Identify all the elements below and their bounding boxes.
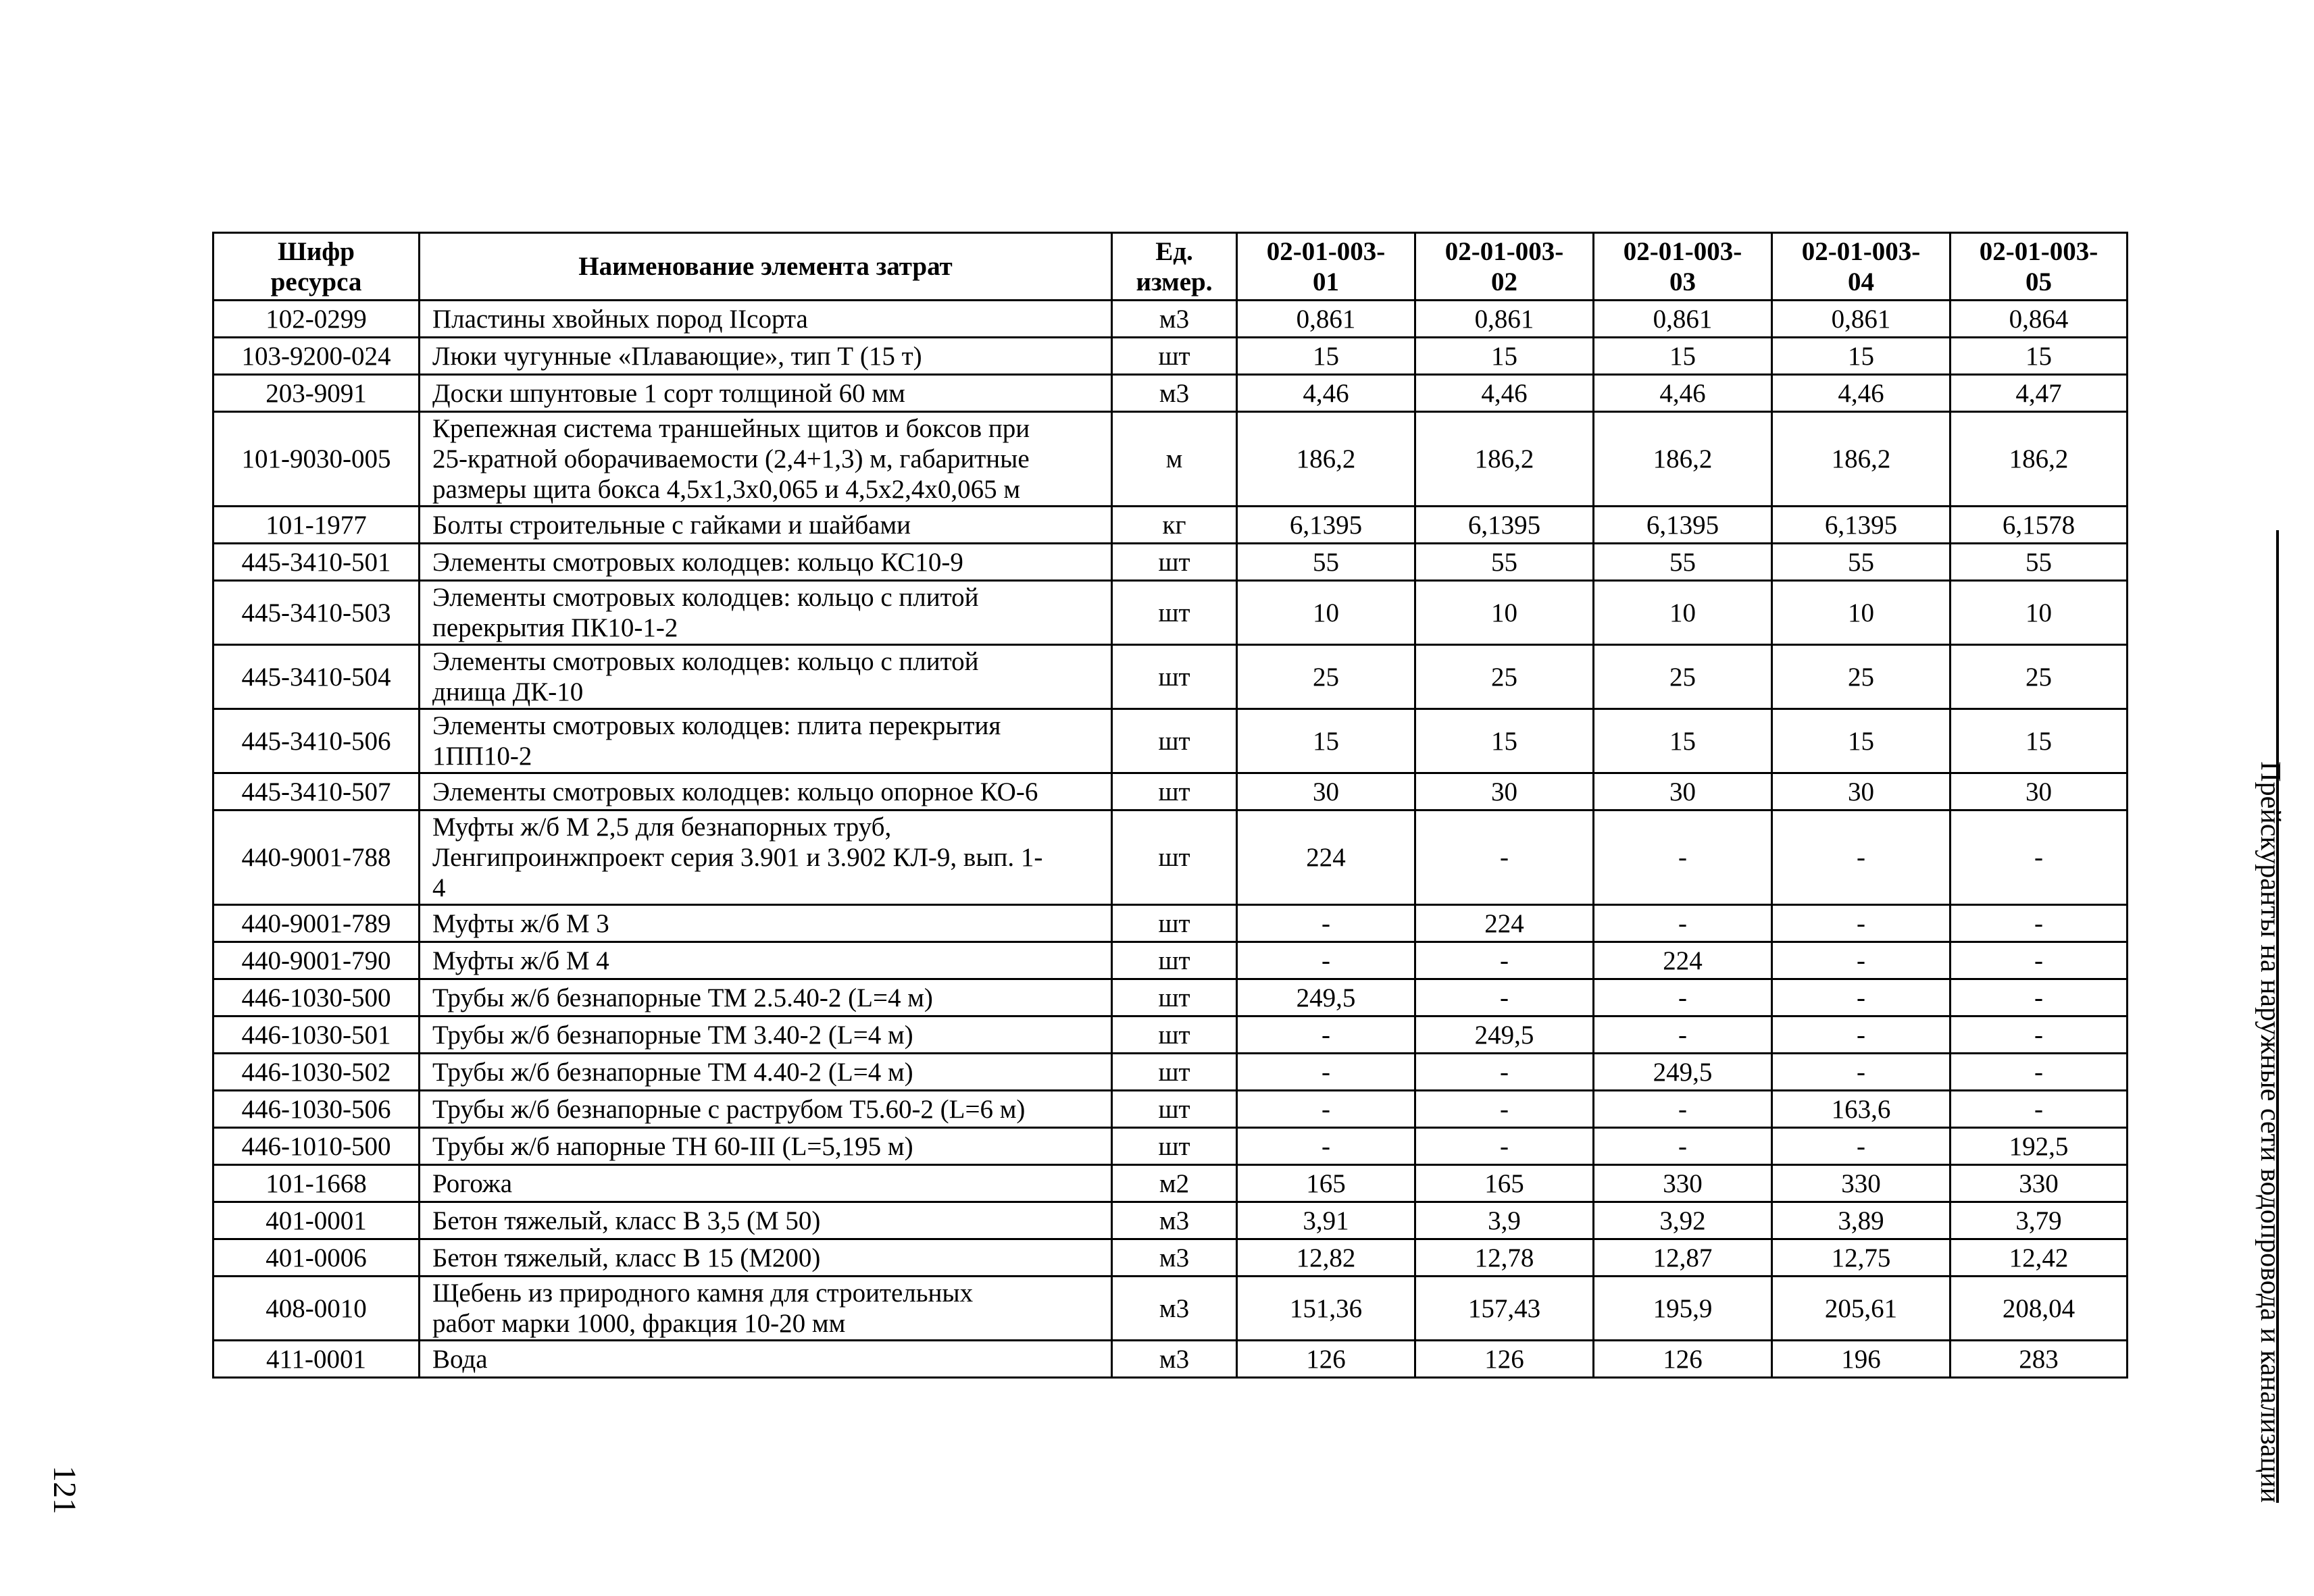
- unit: м3: [1112, 1202, 1237, 1239]
- header-col-line: 02: [1491, 267, 1517, 297]
- value-cell-3: 4,46: [1594, 375, 1772, 412]
- value-cell-4: -: [1772, 1054, 1951, 1091]
- resource-code: 446-1030-502: [213, 1054, 420, 1091]
- resource-name-line: Элементы смотровых колодцев: плита перекрытия: [432, 711, 1001, 740]
- resource-name-line: Щебень из природного камня для строительных: [432, 1279, 974, 1308]
- value-cell-4: 15: [1772, 709, 1951, 773]
- resource-name-line: Муфты ж/б М 4: [432, 946, 609, 975]
- header-row: [213, 233, 2128, 301]
- value-cell-1: 186,2: [1237, 412, 1415, 507]
- value-cell-5: -: [1951, 1091, 2128, 1128]
- price-table: [212, 232, 2128, 1379]
- unit: шт: [1112, 709, 1237, 773]
- value-cell-1: 15: [1237, 709, 1415, 773]
- value-cell-2: -: [1415, 810, 1594, 905]
- value-cell-3: -: [1594, 1016, 1772, 1054]
- resource-code: 446-1030-500: [213, 979, 420, 1016]
- resource-name-line: Элементы смотровых колодцев: кольцо КС10-9: [432, 547, 963, 577]
- resource-code: 445-3410-504: [213, 645, 420, 709]
- value-cell-3: 249,5: [1594, 1054, 1772, 1091]
- value-cell-1: 30: [1237, 773, 1415, 810]
- value-cell-2: 55: [1415, 544, 1594, 581]
- value-cell-3: 0,861: [1594, 301, 1772, 338]
- value-cell-3: 6,1395: [1594, 507, 1772, 544]
- value-cell-3: -: [1594, 810, 1772, 905]
- resource-name-line: размеры щита бокса 4,5х1,3х0,065 и 4,5х2,4х0,065 м: [432, 475, 1021, 504]
- resource-code: 446-1030-501: [213, 1016, 420, 1054]
- resource-name-line: 25-кратной оборачиваемости (2,4+1,3) м, габаритные: [432, 444, 1030, 473]
- unit: шт: [1112, 942, 1237, 979]
- value-cell-3: 25: [1594, 645, 1772, 709]
- value-cell-4: 10: [1772, 581, 1951, 645]
- resource-name: [420, 979, 1112, 1016]
- header-col-4: [1772, 233, 1951, 301]
- value-cell-1: 165: [1237, 1165, 1415, 1202]
- value-cell-3: 15: [1594, 338, 1772, 375]
- resource-name: [420, 375, 1112, 412]
- value-cell-5: 3,79: [1951, 1202, 2128, 1239]
- table-row: [213, 338, 2128, 375]
- value-cell-1: 55: [1237, 544, 1415, 581]
- value-cell-2: 186,2: [1415, 412, 1594, 507]
- table-row: [213, 1091, 2128, 1128]
- value-cell-4: 0,861: [1772, 301, 1951, 338]
- header-col-line: 02-01-003-: [1979, 236, 2098, 266]
- unit: шт: [1112, 773, 1237, 810]
- resource-code: 101-1668: [213, 1165, 420, 1202]
- value-cell-3: 195,9: [1594, 1277, 1772, 1341]
- resource-code: 445-3410-507: [213, 773, 420, 810]
- resource-name-line: Пластины хвойных пород IIсорта: [432, 304, 808, 334]
- value-cell-1: 0,861: [1237, 301, 1415, 338]
- value-cell-2: 0,861: [1415, 301, 1594, 338]
- value-cell-5: 4,47: [1951, 375, 2128, 412]
- table-row: [213, 942, 2128, 979]
- value-cell-5: -: [1951, 810, 2128, 905]
- header-code: [213, 233, 420, 301]
- header-col-line: 02-01-003-: [1444, 236, 1564, 266]
- value-cell-1: 25: [1237, 645, 1415, 709]
- resource-name: [420, 338, 1112, 375]
- resource-name-line: Муфты ж/б М 2,5 для безнапорных труб,: [432, 813, 892, 842]
- resource-name-line: Ленгипроинжпроект серия 3.901 и 3.902 КЛ-9, вып. 1-: [432, 843, 1043, 872]
- resource-name-line: Рогожа: [432, 1168, 513, 1198]
- table-row: [213, 581, 2128, 645]
- unit: м2: [1112, 1165, 1237, 1202]
- resource-name: [420, 1202, 1112, 1239]
- resource-code: 102-0299: [213, 301, 420, 338]
- header-unit-line: измер.: [1136, 267, 1213, 297]
- value-cell-4: -: [1772, 979, 1951, 1016]
- unit: м3: [1112, 375, 1237, 412]
- resource-name-line: Бетон тяжелый, класс В 3,5 (М 50): [432, 1206, 821, 1235]
- resource-code: 103-9200-024: [213, 338, 420, 375]
- value-cell-4: 196: [1772, 1341, 1951, 1378]
- value-cell-3: 55: [1594, 544, 1772, 581]
- value-cell-5: 208,04: [1951, 1277, 2128, 1341]
- resource-code: 440-9001-790: [213, 942, 420, 979]
- value-cell-2: 126: [1415, 1341, 1594, 1378]
- header-col-3: [1594, 233, 1772, 301]
- value-cell-4: 3,89: [1772, 1202, 1951, 1239]
- resource-name: [420, 810, 1112, 905]
- value-cell-4: 15: [1772, 338, 1951, 375]
- table-row: [213, 507, 2128, 544]
- value-cell-2: 3,9: [1415, 1202, 1594, 1239]
- value-cell-3: 12,87: [1594, 1239, 1772, 1277]
- value-cell-2: 4,46: [1415, 375, 1594, 412]
- unit: шт: [1112, 544, 1237, 581]
- unit: шт: [1112, 581, 1237, 645]
- resource-code: 446-1030-506: [213, 1091, 420, 1128]
- resource-name-line: Муфты ж/б М 3: [432, 908, 609, 938]
- header-col-line: 02-01-003-: [1266, 236, 1386, 266]
- side-title-rule: [2253, 530, 2286, 1503]
- table-row: [213, 773, 2128, 810]
- value-cell-4: 163,6: [1772, 1091, 1951, 1128]
- resource-name-line: Трубы ж/б безнапорные ТМ 2.5.40-2 (L=4 м): [432, 983, 933, 1012]
- resource-name: [420, 412, 1112, 507]
- header-code-line: Шифр: [278, 236, 355, 266]
- resource-name-line: Доски шпунтовые 1 сорт толщиной 60 мм: [432, 378, 905, 408]
- unit: шт: [1112, 810, 1237, 905]
- header-name: Наименование элемента затрат: [420, 233, 1112, 301]
- resource-name-line: 1ПП10-2: [432, 742, 532, 771]
- value-cell-4: -: [1772, 810, 1951, 905]
- value-cell-5: 192,5: [1951, 1128, 2128, 1165]
- header-col-5: [1951, 233, 2128, 301]
- value-cell-2: 25: [1415, 645, 1594, 709]
- resource-name: [420, 773, 1112, 810]
- resource-name: [420, 1054, 1112, 1091]
- table-row: [213, 301, 2128, 338]
- resource-name-line: Трубы ж/б безнапорные ТМ 3.40-2 (L=4 м): [432, 1020, 913, 1050]
- resource-name-line: Элементы смотровых колодцев: кольцо с плитой: [432, 647, 979, 676]
- value-cell-3: 126: [1594, 1341, 1772, 1378]
- value-cell-4: 55: [1772, 544, 1951, 581]
- unit: кг: [1112, 507, 1237, 544]
- resource-name-line: 4: [432, 873, 446, 902]
- value-cell-5: 186,2: [1951, 412, 2128, 507]
- unit: шт: [1112, 905, 1237, 942]
- value-cell-2: 157,43: [1415, 1277, 1594, 1341]
- resource-name: [420, 1277, 1112, 1341]
- resource-name-line: Элементы смотровых колодцев: кольцо опорное КО-6: [432, 777, 1038, 806]
- resource-name-line: Трубы ж/б безнапорные с раструбом Т5.60-2 (L=6 м): [432, 1094, 1026, 1124]
- resource-name-line: Трубы ж/б напорные ТН 60-III (L=5,195 м): [432, 1131, 913, 1161]
- resource-name: [420, 645, 1112, 709]
- resource-code: 203-9091: [213, 375, 420, 412]
- value-cell-2: 15: [1415, 709, 1594, 773]
- value-cell-5: 25: [1951, 645, 2128, 709]
- value-cell-4: -: [1772, 942, 1951, 979]
- value-cell-3: 186,2: [1594, 412, 1772, 507]
- page-number-box: [47, 1466, 88, 1533]
- value-cell-2: -: [1415, 1091, 1594, 1128]
- table-body: [213, 301, 2128, 1378]
- header-col-1: [1237, 233, 1415, 301]
- resource-code: 401-0001: [213, 1202, 420, 1239]
- value-cell-5: 15: [1951, 709, 2128, 773]
- resource-code: 408-0010: [213, 1277, 420, 1341]
- header-code-line: ресурса: [270, 267, 362, 297]
- unit: шт: [1112, 979, 1237, 1016]
- value-cell-1: 15: [1237, 338, 1415, 375]
- table-row: [213, 709, 2128, 773]
- value-cell-1: 224: [1237, 810, 1415, 905]
- value-cell-3: 3,92: [1594, 1202, 1772, 1239]
- header-col-2: [1415, 233, 1594, 301]
- resource-name: [420, 1239, 1112, 1277]
- resource-code: 445-3410-501: [213, 544, 420, 581]
- table-row: [213, 810, 2128, 905]
- resource-name-line: Элементы смотровых колодцев: кольцо с плитой: [432, 583, 979, 612]
- value-cell-5: 330: [1951, 1165, 2128, 1202]
- value-cell-5: 0,864: [1951, 301, 2128, 338]
- unit: шт: [1112, 1128, 1237, 1165]
- value-cell-5: 12,42: [1951, 1239, 2128, 1277]
- resource-code: 411-0001: [213, 1341, 420, 1378]
- value-cell-2: 30: [1415, 773, 1594, 810]
- value-cell-5: -: [1951, 905, 2128, 942]
- value-cell-2: 249,5: [1415, 1016, 1594, 1054]
- header-col-line: 02-01-003-: [1623, 236, 1742, 266]
- value-cell-4: 330: [1772, 1165, 1951, 1202]
- value-cell-5: -: [1951, 979, 2128, 1016]
- value-cell-1: 12,82: [1237, 1239, 1415, 1277]
- value-cell-4: -: [1772, 1016, 1951, 1054]
- value-cell-1: 10: [1237, 581, 1415, 645]
- value-cell-3: 15: [1594, 709, 1772, 773]
- value-cell-1: -: [1237, 942, 1415, 979]
- resource-code: 401-0006: [213, 1239, 420, 1277]
- value-cell-5: -: [1951, 1054, 2128, 1091]
- value-cell-3: -: [1594, 1091, 1772, 1128]
- value-cell-4: 25: [1772, 645, 1951, 709]
- resource-code: 440-9001-788: [213, 810, 420, 905]
- value-cell-4: -: [1772, 905, 1951, 942]
- value-cell-4: 12,75: [1772, 1239, 1951, 1277]
- value-cell-2: -: [1415, 1054, 1594, 1091]
- table-row: [213, 1277, 2128, 1341]
- resource-name-line: Болты строительные с гайками и шайбами: [432, 510, 911, 540]
- value-cell-4: -: [1772, 1128, 1951, 1165]
- header-col-line: 02-01-003-: [1801, 236, 1921, 266]
- resource-code: 101-1977: [213, 507, 420, 544]
- value-cell-1: 126: [1237, 1341, 1415, 1378]
- value-cell-1: 249,5: [1237, 979, 1415, 1016]
- value-cell-3: -: [1594, 979, 1772, 1016]
- value-cell-2: 165: [1415, 1165, 1594, 1202]
- header-unit-line: Ед.: [1155, 236, 1193, 266]
- table-row: [213, 1165, 2128, 1202]
- value-cell-4: 205,61: [1772, 1277, 1951, 1341]
- value-cell-1: -: [1237, 905, 1415, 942]
- header-unit: [1112, 233, 1237, 301]
- resource-name: [420, 507, 1112, 544]
- value-cell-5: 30: [1951, 773, 2128, 810]
- table-row: [213, 1128, 2128, 1165]
- value-cell-5: 283: [1951, 1341, 2128, 1378]
- table-row: [213, 1202, 2128, 1239]
- unit: м3: [1112, 1341, 1237, 1378]
- page-number: 121: [47, 1466, 82, 1514]
- table-row: [213, 645, 2128, 709]
- resource-code: 446-1010-500: [213, 1128, 420, 1165]
- resource-name: [420, 942, 1112, 979]
- unit: м3: [1112, 1277, 1237, 1341]
- resource-name: [420, 709, 1112, 773]
- unit: шт: [1112, 1016, 1237, 1054]
- resource-name-line: Вода: [432, 1344, 488, 1374]
- resource-name: [420, 544, 1112, 581]
- table-row: [213, 544, 2128, 581]
- value-cell-4: 30: [1772, 773, 1951, 810]
- value-cell-2: -: [1415, 1128, 1594, 1165]
- value-cell-3: -: [1594, 1128, 1772, 1165]
- table-row: [213, 979, 2128, 1016]
- value-cell-3: 330: [1594, 1165, 1772, 1202]
- value-cell-1: -: [1237, 1054, 1415, 1091]
- unit: м3: [1112, 301, 1237, 338]
- value-cell-2: -: [1415, 942, 1594, 979]
- header-col-line: 03: [1669, 267, 1696, 297]
- table-row: [213, 1016, 2128, 1054]
- resource-name-line: Крепежная система траншейных щитов и боксов при: [432, 414, 1030, 443]
- resource-code: 101-9030-005: [213, 412, 420, 507]
- resource-name-line: Трубы ж/б безнапорные ТМ 4.40-2 (L=4 м): [432, 1057, 913, 1087]
- value-cell-3: 30: [1594, 773, 1772, 810]
- unit: шт: [1112, 1091, 1237, 1128]
- resource-name-line: днища ДК-10: [432, 677, 584, 706]
- value-cell-5: -: [1951, 942, 2128, 979]
- unit: шт: [1112, 1054, 1237, 1091]
- value-cell-1: 3,91: [1237, 1202, 1415, 1239]
- value-cell-2: 6,1395: [1415, 507, 1594, 544]
- value-cell-4: 6,1395: [1772, 507, 1951, 544]
- unit: м3: [1112, 1239, 1237, 1277]
- resource-name-line: перекрытия ПК10-1-2: [432, 613, 678, 642]
- value-cell-5: -: [1951, 1016, 2128, 1054]
- value-cell-5: 15: [1951, 338, 2128, 375]
- unit: шт: [1112, 645, 1237, 709]
- value-cell-1: -: [1237, 1091, 1415, 1128]
- resource-name: [420, 1165, 1112, 1202]
- resource-name: [420, 581, 1112, 645]
- value-cell-5: 10: [1951, 581, 2128, 645]
- resource-name-line: Люки чугунные «Плавающие», тип Т (15 т): [432, 341, 922, 371]
- value-cell-3: -: [1594, 905, 1772, 942]
- value-cell-2: -: [1415, 979, 1594, 1016]
- resource-name: [420, 905, 1112, 942]
- value-cell-4: 4,46: [1772, 375, 1951, 412]
- resource-code: 445-3410-503: [213, 581, 420, 645]
- resource-name: [420, 1016, 1112, 1054]
- value-cell-2: 10: [1415, 581, 1594, 645]
- value-cell-5: 55: [1951, 544, 2128, 581]
- value-cell-1: -: [1237, 1128, 1415, 1165]
- unit: шт: [1112, 338, 1237, 375]
- value-cell-2: 224: [1415, 905, 1594, 942]
- value-cell-4: 186,2: [1772, 412, 1951, 507]
- header-col-line: 01: [1313, 267, 1339, 297]
- value-cell-2: 15: [1415, 338, 1594, 375]
- value-cell-1: -: [1237, 1016, 1415, 1054]
- resource-name-line: работ марки 1000, фракция 10-20 мм: [432, 1309, 846, 1338]
- value-cell-1: 4,46: [1237, 375, 1415, 412]
- table-row: [213, 1054, 2128, 1091]
- side-title: Прейскуранты на наружные сети водопровода и канализации: [2255, 761, 2286, 1503]
- resource-name: [420, 1091, 1112, 1128]
- table-row: [213, 1341, 2128, 1378]
- value-cell-3: 10: [1594, 581, 1772, 645]
- resource-code: 440-9001-789: [213, 905, 420, 942]
- resource-name: [420, 1341, 1112, 1378]
- value-cell-1: 6,1395: [1237, 507, 1415, 544]
- resource-name: [420, 1128, 1112, 1165]
- header-col-line: 04: [1848, 267, 1874, 297]
- resource-name: [420, 301, 1112, 338]
- table-row: [213, 905, 2128, 942]
- value-cell-3: 224: [1594, 942, 1772, 979]
- resource-code: 445-3410-506: [213, 709, 420, 773]
- table-row: [213, 375, 2128, 412]
- value-cell-1: 151,36: [1237, 1277, 1415, 1341]
- table-row: [213, 412, 2128, 507]
- resource-name-line: Бетон тяжелый, класс В 15 (М200): [432, 1243, 821, 1272]
- value-cell-5: 6,1578: [1951, 507, 2128, 544]
- table-row: [213, 1239, 2128, 1277]
- value-cell-2: 12,78: [1415, 1239, 1594, 1277]
- header-col-line: 05: [2026, 267, 2052, 297]
- unit: м: [1112, 412, 1237, 507]
